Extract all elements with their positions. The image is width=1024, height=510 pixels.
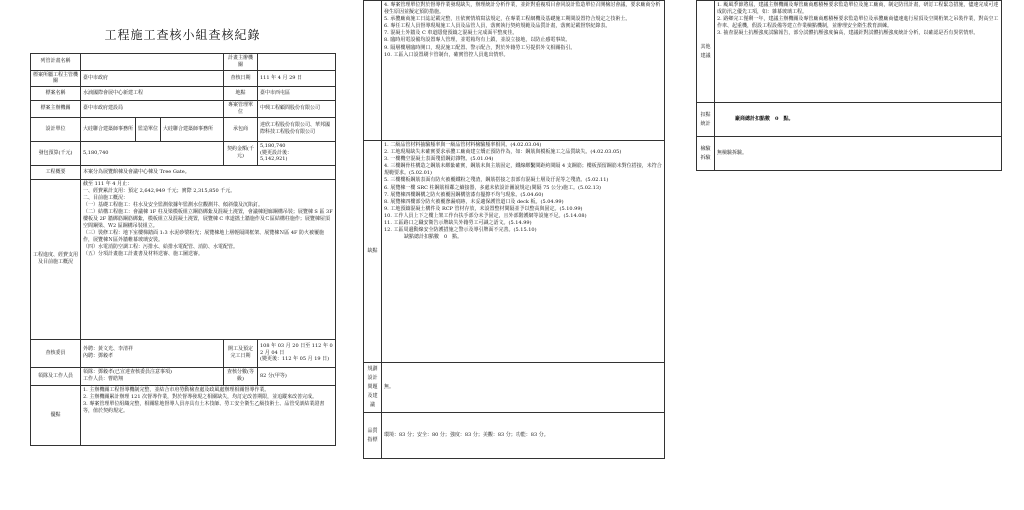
budget-value: 5,180,740 [81, 141, 224, 165]
inspection-final-table [696, 0, 1002, 171]
merits-content [81, 385, 336, 445]
project-value: 水湳國際會展中心新建工程 [81, 87, 224, 101]
merits-label: 優點 [31, 385, 81, 445]
progress-line: （三）裝修工程：地下室樓梯踏面 1:3 水泥砂漿粉光；展覽棟地上層輕隔間框架、展覽棟Ｎ區 4F 防火被覆施作，展覽棟Ｎ區外牆帷幕玻璃安裝。 [83, 230, 325, 244]
designer-label: 設計單位 [31, 117, 81, 141]
defects-label: 缺點 [364, 141, 382, 363]
merits-continued [382, 1, 665, 141]
supervisor-value: 大硅聯合建築師事務所 [161, 117, 224, 141]
suggestion-item: 2. 路鄉完工僅剩一年，建議主辦機關及專管廠商應積極要求監造單位及承攬廠商儘速進行屋頂及空間桁架之吊裝作業，對高空工作車、起重機，假設工程設備等建立作業檢點機制，並辦理安全衛生教育訓練。 [717, 16, 999, 30]
contract-label: 契約金額(千元) [224, 141, 258, 165]
leader-value: 領隊：鄧穀孝(已宣達查核委員注意事項) 工作人員：曹皓翔 [81, 367, 224, 385]
document-page-1 [30, 10, 335, 482]
other-suggestions-label: 其他建議 [697, 1, 715, 103]
defect-item: 2. 工地現場缺失未確實要求承攬工廠商建立矯正預防作為，如：鋼筋與模板施工之品質缺失。(4.02.03.05) [384, 149, 622, 156]
defect-item: 6. 展覽棟一樓 SRC 柱鋼筋相鄰之續接器，多處未依設計圖說規定(間隔 75 公分)施工。(5.02.13) [384, 184, 601, 191]
defects-content [382, 141, 665, 363]
authority-value [258, 54, 336, 71]
progress-line: （四）水電消防空調工程：污排水、給排水電配管、消防、水電配管。 [83, 244, 239, 251]
merit-item: 4. 專案管理單位對於督導作業發現缺失，辦理統計分析作業，並針對重複項目會同設計監造單位召開檢討會議，要求廠商分析發生原因並擬定預防措施。 [384, 2, 661, 16]
review-label: 檢驗拆驗 [697, 137, 715, 171]
defect-item: 12. 工區周邊動線安全防護措施之警示及導引牌面不完善。(5.15.10) [384, 227, 537, 234]
contractor-label: 承包商 [224, 117, 258, 141]
defect-item: 7. 展覽棟四樓鋼構之防火被覆因鋼構塗漆有搵擦不均勻現象。(5.04.60) [384, 191, 544, 198]
host-label: 標案主辦機關 [31, 101, 81, 118]
merit-item: 9. 隔層樓層臨時開口，現況施工配置、警示配合，對於外籍勞工另提供外文相關指引。 [384, 44, 576, 51]
overview-value: 本案分為展覽館棟及會議中心棟及 Tree Gate。 [81, 165, 336, 179]
review-value: 無檢驗拆驗。 [715, 137, 1002, 171]
defect-item: 4. 三樓鋼骨柱構造之鋼筋未綁紮確實，鋼筋未與主筋固定，鐵線綁繫間距約間隔 4 支鋼筋；樓板預留鋼筋未對位搭接，未符合規範要求。(5.02.01) [384, 163, 662, 177]
progress-label: 工程進度、經費支用及目前施工概況 [31, 179, 81, 339]
location-value: 臺中市西屯區 [258, 87, 336, 101]
budget-label: 發包預算(千元) [31, 141, 81, 165]
document-page-3 [696, 0, 1002, 172]
document-title: 工程施工查核小組查核紀錄 [104, 28, 261, 42]
agency-value: 臺中市政府 [81, 70, 224, 87]
merits-continued-gutter [364, 1, 382, 141]
merit-item: 10. 工區入口設置刷卡管制台，確實管控人員進出情形。 [384, 51, 509, 58]
progress-line: 二、目前施工概況： [83, 194, 129, 201]
authority-label: 計畫主辦機關 [224, 54, 258, 71]
inspection-continuation-table [363, 0, 665, 459]
plan-name-value [81, 54, 224, 71]
progress-content [81, 179, 336, 339]
design-issues-label: 規劃設計問題及建議 [364, 363, 382, 413]
defect-item: 1. 二級品管材料抽驗頻率與一級品管材料檢驗頻率相同。(4.02.03.04) [384, 142, 542, 148]
leader-label: 領隊及工作人員 [31, 367, 81, 385]
inspectors-value: 外聘：黃文光、李清祥 內聘：鄧穀孝 [81, 339, 224, 367]
defect-item: 10. 工作人員上下之樓上架工作台扶手部分未予固定，且外部階護網等設施不足。(5.14.08) [384, 212, 587, 219]
document-page-2 [363, 0, 665, 470]
progress-line: （二）結構工程施工：會議棟 1F 柱及梁模板組立鋼筋綁紮及混凝土澆置，會議棟迴廊鋼構吊裝；展覽棟 S 區 3F 樓板及 2F 牆綁筋鋼筋綁紮，模板組立及混凝土澆置，展覽棟 C 車道擋土牆施作及Ｃ區結構柱施作；展覽棟屋頂空間鋼梁、Ｗ2 區鋼構吊裝組立。 [83, 208, 333, 230]
inspectors-label: 查核委員 [31, 339, 81, 367]
merit-item: 1. 主辦機關工程督導機制完整，並結合市府勞動檢查處及政風處辦理相關督導作業。 [83, 386, 270, 393]
project-label: 標案名稱 [31, 87, 81, 101]
date-label: 查核日期 [224, 70, 258, 87]
date-value: 111 年 4 月 29 日 [258, 70, 336, 87]
agency-label: 標案所屬工程主管機關 [31, 70, 81, 87]
merit-item: 6. 專任工程人員督導現場施工人員及品管人員，落實執行契約規範及品質計畫，落實記載督察紀錄表。 [384, 23, 611, 30]
suggestion-item: 1. 颱風季節將屆，建議主辦機關及專管廠商應積極要求監造單位及施工廠商，制定防汛計畫，研訂工程緊急措施，儘速完成可達成防汛之優先工項，如：雜幕玻璃工程。 [717, 2, 999, 16]
defect-item: 9. 工地預鑄混凝土構件及 RCP 管材存放，未設置整材間隔並予以整高與固定。(5.10.99) [384, 205, 583, 212]
defect-item: 11. 工區路口之職安衛告示牌缺失外籍勞工可識之語文。(5.14.99) [384, 220, 532, 227]
other-suggestions-content [715, 1, 1002, 103]
overview-label: 工程概要 [31, 165, 81, 179]
contractor-value: 達欣工程股份有限公司、華邦國際科技工程股份有限公司 [258, 117, 336, 141]
inspection-record-table [30, 53, 336, 446]
progress-line: 截至 111 年 4 月止： [83, 180, 133, 187]
designer-value: 大硅聯合建築師事務所 [81, 117, 136, 141]
location-label: 地點 [224, 87, 258, 101]
progress-line: （五）分項計畫施工計畫書及材料送審、施工圖送審。 [83, 251, 204, 258]
defect-item: 5. 三樓樓板鋼筋表面有防火被覆鐵粉之殘渣，鋼筋搭接之表部有混凝土層及汙泥等之殘渣。(5.02.11) [384, 177, 609, 184]
host-value: 臺中市政府建設局 [81, 101, 224, 118]
supervisor-label: 監造單位 [136, 117, 161, 141]
merit-item: 7. 混凝土外牆及 C 車道隱覺預鑄之混凝土完成面平整度佳。 [384, 30, 518, 37]
suggestion-item: 3. 抽查混凝土抗壓強度試驗報告，部分試體抗壓強度偏高，建議針對試體抗壓強度統計分析，以確認是否有異常情形。 [717, 30, 979, 37]
quality-index-label: 品質指標 [364, 413, 382, 459]
design-issues-value: 無。 [382, 363, 665, 413]
defect-total: 缺點總計扣點數 0 點。 [404, 234, 463, 241]
plan-name-label: 列管計畫名稱 [31, 54, 81, 71]
score-label: 查核分數(等級) [224, 367, 258, 385]
score-value: 82 分(甲等) [258, 367, 336, 385]
period-value: 108 年 03 月 20 日至 112 年 02 月 04 日 (變更後：112 年 05 月 19 日) [258, 339, 336, 367]
period-label: 開工及預定完工日期 [224, 339, 258, 367]
deduction-label: 扣點統計 [697, 103, 715, 137]
deduction-value: 廠商總計扣點數 0 點。 [715, 103, 1002, 137]
defect-item: 3. 一樓機空混凝土表面殘留鋼釘雜物。(5.01.04) [384, 156, 494, 163]
progress-line: （一）基礎工程施工：柱水及安全監測依據年監測水位觀測井、傾斜儀及沉陷釘。 [83, 201, 264, 208]
merit-item: 5. 承攬廠商施工日誌記載完整，且依實情填寫法規定，在專業工程網機及基礎施工期間設置符合規定之技術士。 [384, 16, 631, 23]
contract-value: 5,180,740 (變更設計後： 5,142,921) [258, 141, 336, 165]
merit-item: 8. 臨時用電設備均設置專人管理，並電箱均有上鎖，並設立接地，以防止感電事故。 [384, 37, 571, 44]
progress-line: 一、經費累計支用：預定 2,642,949 千元；實際 2,315,850 千元。 [83, 187, 236, 194]
merit-item: 3. 專案管理單位組織完整，相關駐地督導人員亦具有土木技師、勞工安全衛生乙級技術士、品管受訓結業證書等，值於契約規定。 [83, 400, 325, 414]
quality-index-value: 環境：83 分；安全：80 分；強度：83 分；美觀：83 分；功能：83 分。 [382, 413, 665, 459]
manager-value: 中興工程顧問股份有限公司 [258, 101, 336, 118]
manager-label: 專案管理單位 [224, 101, 258, 118]
defect-item: 8. 展覽棟四樓部分防火被覆滲漏痕跡，未妥適保護管道口及 deck 板。(5.04.99) [384, 198, 564, 205]
merit-item: 2. 主辦機關累計辦理 121 次督導作業，對於督導發現之相關缺失，均訂定改善期限，並追蹤來改善完成。 [83, 393, 318, 400]
